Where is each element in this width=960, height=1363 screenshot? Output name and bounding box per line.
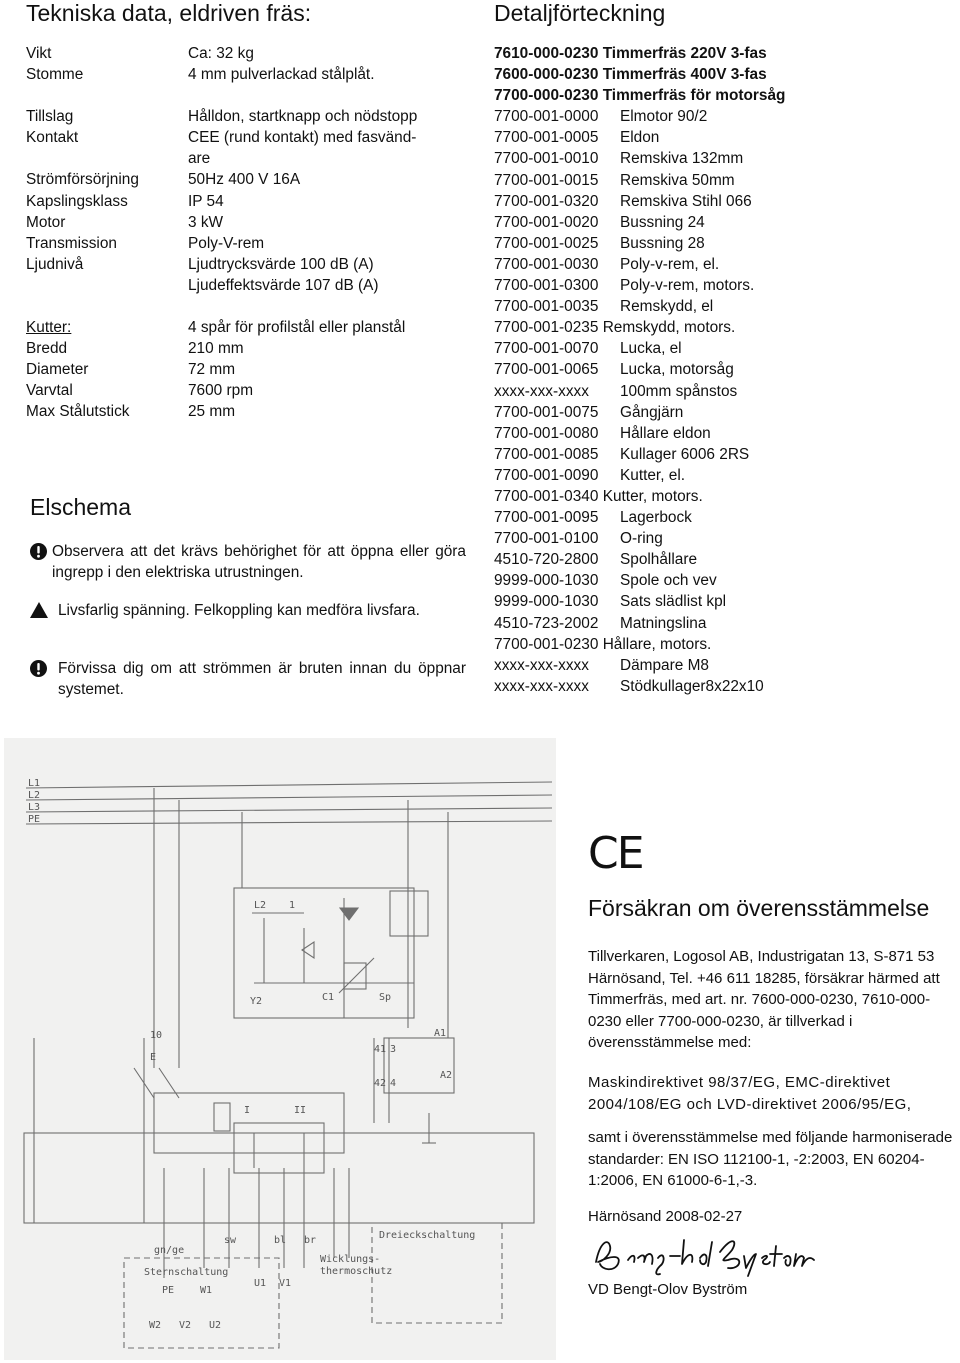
label-i: I (244, 1105, 251, 1116)
part-number: 7700-001-0070 (494, 340, 599, 358)
warning-text: Observera att det krävs behörighet för att öppna eller göra ingrepp i den elektriska utrustningen. (52, 543, 466, 581)
label-v1: V1 (279, 1278, 292, 1289)
warning-text: Förvissa dig om att strömmen är bruten innan du öppnar systemet. (58, 660, 466, 698)
part-number: 4510-720-2800 (494, 551, 599, 569)
part-number: 7700-001-0300 (494, 277, 599, 295)
tech-table (26, 43, 476, 423)
part-item (494, 570, 954, 591)
part-item (494, 127, 954, 148)
label-e: E (150, 1052, 157, 1063)
part-item (494, 338, 954, 359)
part-number: xxxx-xxx-xxxx (494, 382, 589, 400)
cutter-row (26, 401, 476, 422)
part-item (494, 275, 954, 296)
part-description: Lucka, motorsåg (620, 361, 734, 379)
part-item (494, 591, 954, 612)
label-l3: L3 (28, 802, 41, 813)
tech-key: Strömförsörjning (26, 171, 139, 189)
part-number: xxxx-xxx-xxxx (494, 677, 589, 695)
tech-key (26, 148, 188, 169)
part-item (494, 212, 954, 233)
part-item (494, 359, 954, 380)
part-item (494, 191, 954, 212)
exclamation-icon (30, 543, 47, 566)
tech-value: CEE (rund kontakt) med fasvänd- (188, 129, 417, 147)
part-description: Bussning 24 (620, 213, 705, 231)
label-sternschaltung: Sternschaltung (144, 1267, 229, 1278)
cutter-value: 210 mm (188, 340, 244, 358)
exclamation-icon (30, 660, 47, 683)
part-item (494, 317, 954, 338)
wiring-diagram (4, 738, 556, 1360)
part-number: 7700-001-0100 (494, 530, 599, 548)
ce-mark: CE (588, 828, 643, 879)
tech-value: Ljudeffektsvärde 107 dB (A) (188, 276, 379, 294)
part-item (494, 402, 954, 423)
tech-value: Ca: 32 kg (188, 45, 254, 62)
part-description: Remskydd, motors. (602, 319, 736, 337)
tech-value: 50Hz 400 V 16A (188, 171, 301, 189)
part-description: Remskiva 132mm (620, 150, 744, 168)
cutter-key: Kutter: (26, 319, 72, 337)
part-number: 9999-000-1030 (494, 572, 599, 590)
cutter-row (26, 359, 476, 380)
cutter-value: 25 mm (188, 403, 236, 421)
part-description: Hållare, motors. (602, 635, 712, 653)
tech-row (26, 169, 476, 190)
label-w2: W2 (149, 1320, 162, 1331)
tech-value: IP 54 (188, 192, 224, 210)
part-number: 4510-723-2002 (494, 614, 599, 632)
part-description: Lagerbock (620, 509, 692, 527)
part-number: 7700-001-0015 (494, 171, 599, 189)
part-item (494, 233, 954, 254)
part-description: Timmerfräs för motorsåg (602, 87, 786, 105)
tech-value: Hålldon, startknapp och nödstopp (188, 108, 418, 126)
part-number: 7700-001-0000 (494, 108, 599, 126)
part-description: Timmerfräs 400V 3-fas (602, 66, 767, 84)
declaration-standards-block (588, 1127, 960, 1192)
part-item (494, 381, 954, 402)
tech-key: Transmission (26, 234, 117, 252)
part-number: 7700-001-0010 (494, 150, 599, 168)
part-item (494, 64, 954, 85)
tech-row (26, 106, 476, 127)
label-gnge: gn/ge (154, 1245, 185, 1256)
label-41: 41 (374, 1044, 387, 1055)
parts-heading: Detaljförteckning (494, 0, 666, 26)
part-description: Eldon (620, 129, 660, 147)
part-description: Gångjärn (620, 403, 684, 421)
part-item (494, 148, 954, 169)
declaration-standards: samt i överensstämmelse med följande harmoniserade standarder: EN ISO 112100-1, -2:2003, EN 60204-1:2006, EN 61000-6-1,-3. (588, 1129, 953, 1190)
cutter-key: Bredd (26, 340, 68, 358)
label-sw: sw (224, 1235, 237, 1246)
part-item (494, 444, 954, 465)
part-number: 7700-001-0035 (494, 298, 599, 316)
label-sp: Sp (379, 992, 392, 1003)
label-l2: L2 (28, 790, 41, 801)
part-description: Elmotor 90/2 (620, 108, 708, 126)
part-description: Remskiva 50mm (620, 171, 735, 189)
cutter-key: Diameter (26, 361, 89, 379)
tech-key: Kontakt (26, 129, 79, 147)
part-description: Spole och vev (620, 572, 717, 590)
part-number: 7700-001-0080 (494, 424, 599, 442)
tech-row (26, 43, 476, 64)
part-number: 7700-001-0320 (494, 192, 599, 210)
part-description: Lucka, el (620, 340, 682, 358)
part-item (494, 528, 954, 549)
part-number: 7700-001-0090 (494, 466, 599, 484)
part-number: 7610-000-0230 (494, 45, 599, 62)
label-l2-box: L2 (254, 900, 267, 911)
label-v2: V2 (179, 1320, 192, 1331)
part-number: 7700-001-0030 (494, 255, 599, 273)
part-item (494, 85, 954, 106)
part-item (494, 676, 954, 697)
tech-row (26, 212, 476, 233)
part-description: Bussning 28 (620, 234, 705, 252)
elschema-heading: Elschema (30, 494, 131, 520)
part-description: Sats slädlist kpl (620, 593, 727, 611)
cutter-row (26, 338, 476, 359)
label-y2: Y2 (250, 996, 263, 1007)
declaration-place-date: Härnösand 2008-02-27 (588, 1208, 743, 1225)
tech-row (26, 127, 476, 148)
warning-voltage (30, 600, 466, 621)
label-10: 10 (150, 1030, 163, 1041)
part-item (494, 465, 954, 486)
part-description: Stödkullager8x22x10 (620, 677, 764, 695)
label-u1: U1 (254, 1278, 267, 1289)
part-description: Timmerfräs 220V 3-fas (602, 45, 767, 62)
label-u2: U2 (209, 1320, 222, 1331)
part-item (494, 549, 954, 570)
label-pe: PE (28, 814, 41, 825)
part-description: Matningslina (620, 614, 707, 632)
cutter-value: 72 mm (188, 361, 236, 379)
part-item (494, 486, 954, 507)
declaration-body (588, 946, 960, 1054)
cutter-row (26, 380, 476, 401)
part-number: 7700-001-0340 (494, 487, 599, 505)
label-3: 3 (390, 1044, 397, 1055)
part-description: Kutter, el. (620, 466, 686, 484)
part-number: 7700-001-0005 (494, 129, 599, 147)
part-number: 7600-000-0230 (494, 66, 599, 84)
label-thermoschutz: thermoschutz (320, 1266, 393, 1277)
part-number: xxxx-xxx-xxxx (494, 656, 589, 674)
tech-row (26, 191, 476, 212)
part-description: Hållare eldon (620, 424, 711, 442)
spacer (26, 85, 476, 106)
cutter-row (26, 317, 476, 338)
tech-key: Kapslingsklass (26, 192, 128, 210)
warning-authorization (30, 541, 466, 583)
part-description: Remskydd, el (620, 298, 714, 316)
label-a2: A2 (440, 1070, 453, 1081)
part-description: Spolhållare (620, 551, 698, 569)
cutter-value: 4 spår för profilstål eller planstål (188, 319, 406, 337)
part-item (494, 655, 954, 676)
part-number: 7700-001-0065 (494, 361, 599, 379)
tech-key: Tillslag (26, 108, 74, 126)
tech-key: Motor (26, 213, 66, 231)
part-number: 7700-001-0230 (494, 635, 599, 653)
part-description: O-ring (620, 530, 663, 548)
label-l1: L1 (28, 778, 41, 789)
part-description: Kullager 6006 2RS (620, 445, 750, 463)
part-item (494, 507, 954, 528)
part-description: 100mm spånstos (620, 382, 738, 400)
part-number: 7700-001-0085 (494, 445, 599, 463)
part-number: 7700-001-0025 (494, 234, 599, 252)
tech-value: are (188, 150, 211, 168)
tech-value: 4 mm pulverlackad stålplåt. (188, 66, 375, 84)
label-a1: A1 (434, 1028, 447, 1039)
part-item (494, 296, 954, 317)
declaration-signer-block (588, 1279, 960, 1301)
part-item (494, 170, 954, 191)
part-description: Dämpare M8 (620, 656, 709, 674)
parts-list (494, 43, 954, 697)
tech-row (26, 64, 476, 85)
declaration-manufacturer: Tillverkaren, Logosol AB, Industrigatan 13, S-871 53 Härnösand, Tel. +46 611 18285, försäkrar härmed att Timmerfräs, med art. nr. 7600-000-0230, 7610-000-0230 eller 7700-000-0230, är tillverkad i överensstämmelse med: (588, 948, 940, 1052)
part-description: Poly-v-rem, motors. (620, 277, 755, 295)
label-pe-terminal: PE (162, 1285, 175, 1296)
warning-text: Livsfarlig spänning. Felkoppling kan medföra livsfara. (58, 602, 420, 619)
label-42: 42 (374, 1078, 387, 1089)
label-c1: C1 (322, 992, 335, 1003)
label-ii: II (294, 1105, 307, 1116)
part-number: 9999-000-1030 (494, 593, 599, 611)
declaration-place-date-block (588, 1206, 960, 1228)
warning-power (30, 658, 466, 700)
part-description: Kutter, motors. (602, 487, 703, 505)
part-number: 7700-000-0230 (494, 87, 599, 105)
label-bl: bl (274, 1235, 287, 1246)
cutter-key: Varvtal (26, 382, 73, 400)
part-number: 7700-001-0235 (494, 319, 599, 337)
cutter-value: 7600 rpm (188, 382, 254, 400)
part-description: Poly-v-rem, el. (620, 255, 720, 273)
declaration-directives-block (588, 1072, 960, 1115)
part-number: 7700-001-0095 (494, 509, 599, 527)
tech-value: Poly-V-rem (188, 234, 265, 252)
label-1: 1 (289, 900, 296, 911)
label-wicklungs: Wicklungs- (320, 1254, 381, 1265)
signature-image (588, 1232, 820, 1278)
part-item (494, 43, 954, 64)
spacer (26, 296, 476, 317)
tech-key (26, 275, 188, 296)
part-item (494, 423, 954, 444)
label-dreieckschaltung: Dreieckschaltung (379, 1230, 476, 1241)
part-number: 7700-001-0075 (494, 403, 599, 421)
part-number: 7700-001-0020 (494, 213, 599, 231)
label-4: 4 (390, 1078, 397, 1089)
tech-row (26, 233, 476, 254)
declaration-directives: Maskindirektivet 98/37/EG, EMC-direktivet 2004/108/EG och LVD-direktivet 2006/95/EG, (588, 1074, 912, 1113)
declaration-heading: Försäkran om överensstämmelse (588, 895, 930, 921)
part-description: Remskiva Stihl 066 (620, 192, 752, 210)
tech-key: Stomme (26, 66, 84, 84)
part-item (494, 613, 954, 634)
tech-key: Vikt (26, 45, 52, 62)
part-item (494, 254, 954, 275)
part-item (494, 106, 954, 127)
tech-row (26, 254, 476, 275)
tech-key: Ljudnivå (26, 255, 84, 273)
warning-triangle-icon (30, 602, 48, 624)
label-w1: W1 (200, 1285, 213, 1296)
tech-row (26, 148, 476, 169)
part-item (494, 634, 954, 655)
tech-heading: Tekniska data, eldriven fräs: (26, 0, 312, 26)
cutter-key: Max Stålutstick (26, 403, 130, 421)
tech-row (26, 275, 476, 296)
tech-value: 3 kW (188, 213, 224, 231)
label-br: br (304, 1235, 317, 1246)
tech-value: Ljudtrycksvärde 100 dB (A) (188, 255, 374, 273)
declaration-signer: VD Bengt-Olov Byström (588, 1281, 748, 1298)
